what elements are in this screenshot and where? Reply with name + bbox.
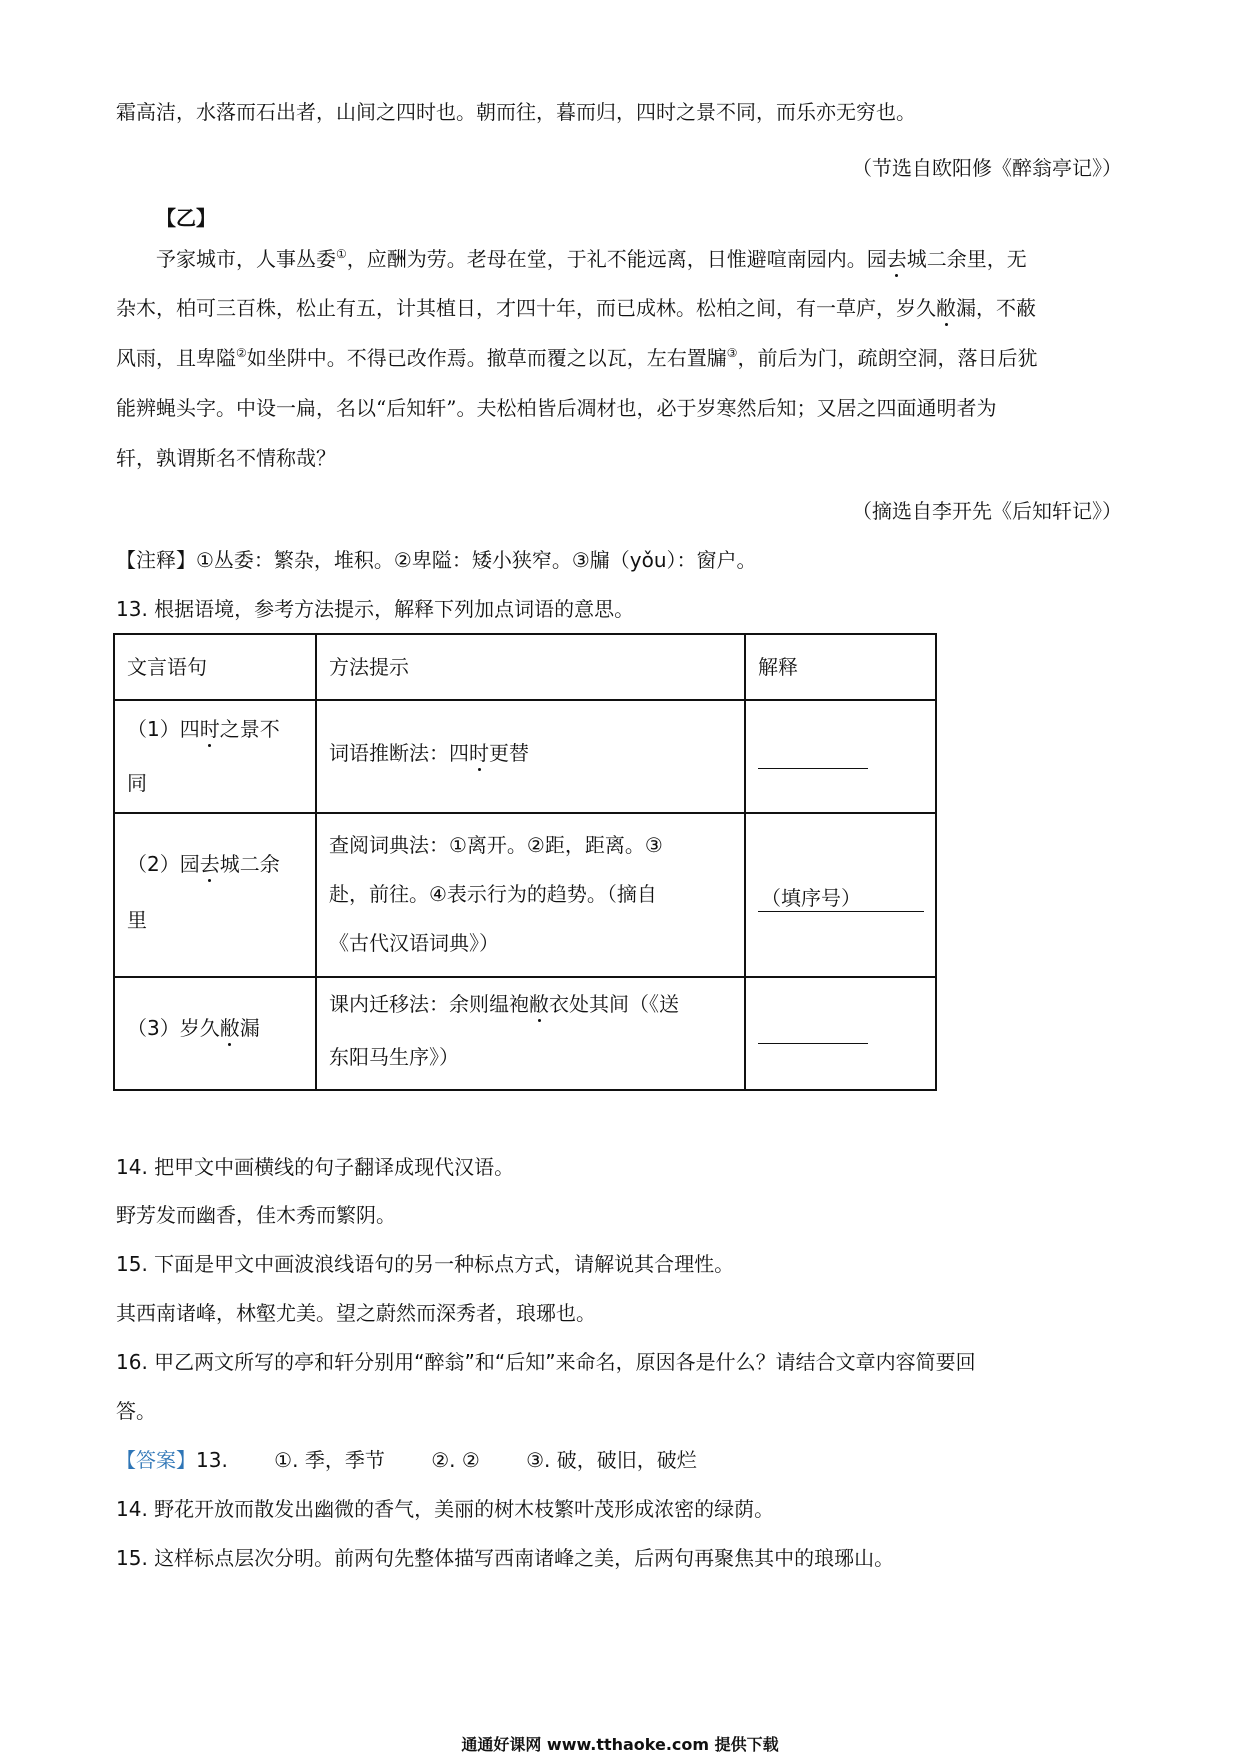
row1-answer-blank[interactable] <box>758 768 868 769</box>
passage-jia-last-line: 霜高洁，水落而石出者，山间之四时也。朝而往，暮而归，四时之景不同，而乐亦无穷也。 <box>116 100 916 124</box>
row2-answer-hint: （填序号） <box>761 886 861 910</box>
q14-prompt: 14. 把甲文中画横线的句子翻译成现代汉语。 <box>116 1155 515 1179</box>
row2-sentence-line2: 里 <box>127 908 147 932</box>
passage-yi-line-2: 杂木，柏可三百株，松止有五，计其植日，才四十年，而已成林。松柏之间，有一草庐，岁久敝漏，不蔽 <box>116 296 1036 320</box>
q13-table <box>113 633 937 1091</box>
q14-sentence: 野芳发而幽香，佳木秀而繁阴。 <box>116 1203 396 1227</box>
row2-sentence-line1: （2）园去城二余 <box>127 852 280 876</box>
passage-yi-line-1: 予家城市，人事丛委①，应酬为劳。老母在堂，于礼不能远离，日惟避喧南园内。园去城二余里，无 <box>156 247 1027 271</box>
row3-hint-line2: 东阳马生序》） <box>329 1045 459 1069</box>
row2-hint-line3: 《古代汉语词典》） <box>329 931 499 955</box>
answer-15: 15. 这样标点层次分明。前两句先整体描写西南诸峰之美，后两句再聚焦其中的琅琊山。 <box>116 1546 895 1570</box>
notes: 【注释】①丛委：繁杂，堆积。②卑隘：矮小狭窄。③牖（yǒu）：窗户。 <box>116 548 757 572</box>
note-ref-1: ① <box>336 247 347 261</box>
answer-13: 【答案】13. ①. 季，季节 ②. ② ③. 破，破旧，破烂 <box>116 1448 697 1472</box>
table-header-sentence: 文言语句 <box>127 655 207 679</box>
row2-hint-line2: 赴，前往。④表示行为的趋势。（摘自 <box>329 882 657 906</box>
row1-sentence-line1: （1）四时之景不 <box>127 717 280 741</box>
answer-14: 14. 野花开放而散发出幽微的香气，美丽的树木枝繁叶茂形成浓密的绿荫。 <box>116 1497 775 1521</box>
note-ref-2: ② <box>236 346 247 360</box>
row2-answer-blank[interactable] <box>758 911 924 912</box>
table-header-answer: 解释 <box>758 655 798 679</box>
row1-hint: 词语推断法：四时更替 <box>329 741 529 765</box>
q13-prompt: 13. 根据语境，参考方法提示，解释下列加点词语的意思。 <box>116 597 635 621</box>
table-header-hint: 方法提示 <box>329 655 409 679</box>
row3-hint-line1: 课内迁移法：余则缊袍敝衣处其间（《送 <box>329 992 679 1016</box>
dotted-char-qu: 去 <box>886 247 907 271</box>
row3-sentence: （3）岁久敝漏 <box>127 1016 260 1040</box>
row1-sentence-line2: 同 <box>127 771 147 795</box>
passage-yi-line-4: 能辨蝇头字。中设一扁，名以“后知轩”。夫松柏皆后凋材也，必于岁寒然后知；又居之四面通明者为 <box>116 396 997 420</box>
q15-prompt: 15. 下面是甲文中画波浪线语句的另一种标点方式，请解说其合理性。 <box>116 1252 735 1276</box>
dotted-char-bi: 敝 <box>936 296 956 320</box>
q16-prompt-line1: 16. 甲乙两文所写的亭和轩分别用“醉翁”和“后知”来命名，原因各是什么？请结合文章内容简要回 <box>116 1350 976 1374</box>
note-ref-3: ③ <box>726 346 738 360</box>
passage-yi-line-5: 轩，孰谓斯名不情称哉？ <box>116 446 336 470</box>
passage-yi-line-3: 风雨，且卑隘②如坐阱中。不得已改作焉。撤草而覆之以瓦，左右置牖③，前后为门，疏朗空洞，落日后犹 <box>116 346 1038 370</box>
passage-yi-source: （摘选自李开先《后知轩记》） <box>852 499 1122 523</box>
answer-label: 【答案】 <box>116 1448 196 1472</box>
q15-sentence: 其西南诸峰，林壑尤美。望之蔚然而深秀者，琅琊也。 <box>116 1301 596 1325</box>
q16-prompt-line2: 答。 <box>116 1399 156 1423</box>
row2-hint-line1: 查阅词典法：①离开。②距，距离。③ <box>329 833 663 857</box>
passage-jia-source: （节选自欧阳修《醉翁亭记》） <box>852 156 1122 180</box>
passage-yi-label: 【乙】 <box>156 206 216 230</box>
footer-watermark: 通通好课网 www.tthaoke.com 提供下载 <box>461 1735 779 1754</box>
row3-answer-blank[interactable] <box>758 1043 868 1044</box>
